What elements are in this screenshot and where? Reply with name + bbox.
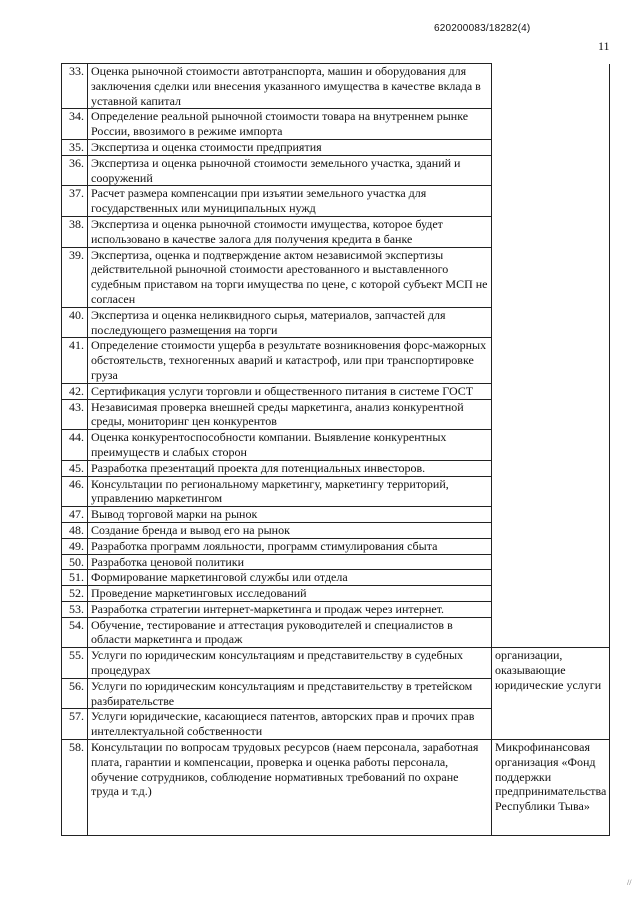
service-text: Формирование маркетинговой службы или отдела — [88, 570, 492, 586]
row-number: 39. — [62, 247, 88, 307]
service-text: Экспертиза, оценка и подтверждение актом независимой экспертизы действительной рыночной стоимости арестованного и выставленного судебным приставом на торги имущества по цене, с которой субъект МСП не согласен — [88, 247, 492, 307]
service-text: Экспертиза и оценка рыночной стоимости имущества, которое будет использовано в качестве залога для получения кредита в банке — [88, 216, 492, 247]
table-row — [62, 64, 610, 109]
service-text: Независимая проверка внешней среды маркетинга, анализ конкурентной среды, мониторинг цен конкурентов — [88, 399, 492, 430]
service-text: Разработка стратегии интернет-маркетинга и продаж через интернет. — [88, 601, 492, 617]
corner-mark: // — [627, 878, 632, 887]
services-table — [61, 63, 610, 836]
row-number: 37. — [62, 186, 88, 217]
row-number: 38. — [62, 216, 88, 247]
service-text: Услуги юридические, касающиеся патентов, авторских прав и прочих прав интеллектуальной собственности — [88, 709, 492, 740]
document-id: 620200083/18282(4) — [434, 23, 531, 34]
service-text: Разработка ценовой политики — [88, 554, 492, 570]
service-text: Разработка программ лояльности, программ стимулирования сбыта — [88, 538, 492, 554]
provider-legal: организации, оказывающие юридические услуги — [492, 648, 610, 740]
row-number: 34. — [62, 109, 88, 140]
row-number: 57. — [62, 709, 88, 740]
row-number: 36. — [62, 155, 88, 186]
service-text: Услуги по юридическим консультациям и представительству в третейском разбирательстве — [88, 678, 492, 709]
service-text: Определение реальной рыночной стоимости товара на внутреннем рынке России, ввозимого в режиме импорта — [88, 109, 492, 140]
service-text: Экспертиза и оценка рыночной стоимости земельного участка, зданий и сооружений — [88, 155, 492, 186]
row-number: 52. — [62, 586, 88, 602]
row-number: 50. — [62, 554, 88, 570]
row-number: 44. — [62, 430, 88, 461]
row-number: 47. — [62, 507, 88, 523]
row-number: 56. — [62, 678, 88, 709]
service-text: Экспертиза и оценка неликвидного сырья, материалов, запчастей для последующего размещения на торги — [88, 307, 492, 338]
provider-cell-empty — [492, 64, 610, 648]
service-text: Создание бренда и вывод его на рынок — [88, 522, 492, 538]
row-number: 51. — [62, 570, 88, 586]
row-number: 40. — [62, 307, 88, 338]
table-row — [62, 740, 610, 836]
row-number: 58. — [62, 740, 88, 836]
service-text: Оценка рыночной стоимости автотранспорта, машин и оборудования для заключения сделки или внесения указанного имущества в качестве вклада в уставной капитал — [88, 64, 492, 109]
service-text: Определение стоимости ущерба в результате возникновения форс-мажорных обстоятельств, техногенных аварий и катастроф, или при транспортировке груза — [88, 338, 492, 383]
provider-microfinance: Микрофинансовая организация «Фонд поддержки предпринимательства Республики Тыва» — [492, 740, 610, 836]
table-row — [62, 648, 610, 679]
row-number: 53. — [62, 601, 88, 617]
service-text: Услуги по юридическим консультациям и представительству в судебных процедурах — [88, 648, 492, 679]
row-number: 41. — [62, 338, 88, 383]
row-number: 46. — [62, 476, 88, 507]
service-text: Расчет размера компенсации при изъятии земельного участка для государственных или муниципальных нужд — [88, 186, 492, 217]
service-text: Консультации по региональному маркетингу, маркетингу территорий, управлению маркетингом — [88, 476, 492, 507]
row-number: 43. — [62, 399, 88, 430]
page-number: 11 — [598, 39, 610, 53]
row-number: 49. — [62, 538, 88, 554]
service-text: Экспертиза и оценка стоимости предприятия — [88, 139, 492, 155]
service-text: Оценка конкурентоспособности компании. Выявление конкурентных преимуществ и слабых сторон — [88, 430, 492, 461]
row-number: 48. — [62, 522, 88, 538]
service-text: Разработка презентаций проекта для потенциальных инвесторов. — [88, 460, 492, 476]
row-number: 33. — [62, 64, 88, 109]
service-text: Консультации по вопросам трудовых ресурсов (наем персонала, заработная плата, гарантии и компенсации, проверка и оценка работы персонала, обучение сотрудников, соблюдение нормативных требований по охране труда и т.д.) — [88, 740, 492, 836]
service-text: Проведение маркетинговых исследований — [88, 586, 492, 602]
row-number: 45. — [62, 460, 88, 476]
row-number: 35. — [62, 139, 88, 155]
row-number: 55. — [62, 648, 88, 679]
service-text: Сертификация услуги торговли и общественного питания в системе ГОСТ — [88, 383, 492, 399]
row-number: 42. — [62, 383, 88, 399]
service-text: Вывод торговой марки на рынок — [88, 507, 492, 523]
service-text: Обучение, тестирование и аттестация руководителей и специалистов в области маркетинга и продаж — [88, 617, 492, 648]
row-number: 54. — [62, 617, 88, 648]
